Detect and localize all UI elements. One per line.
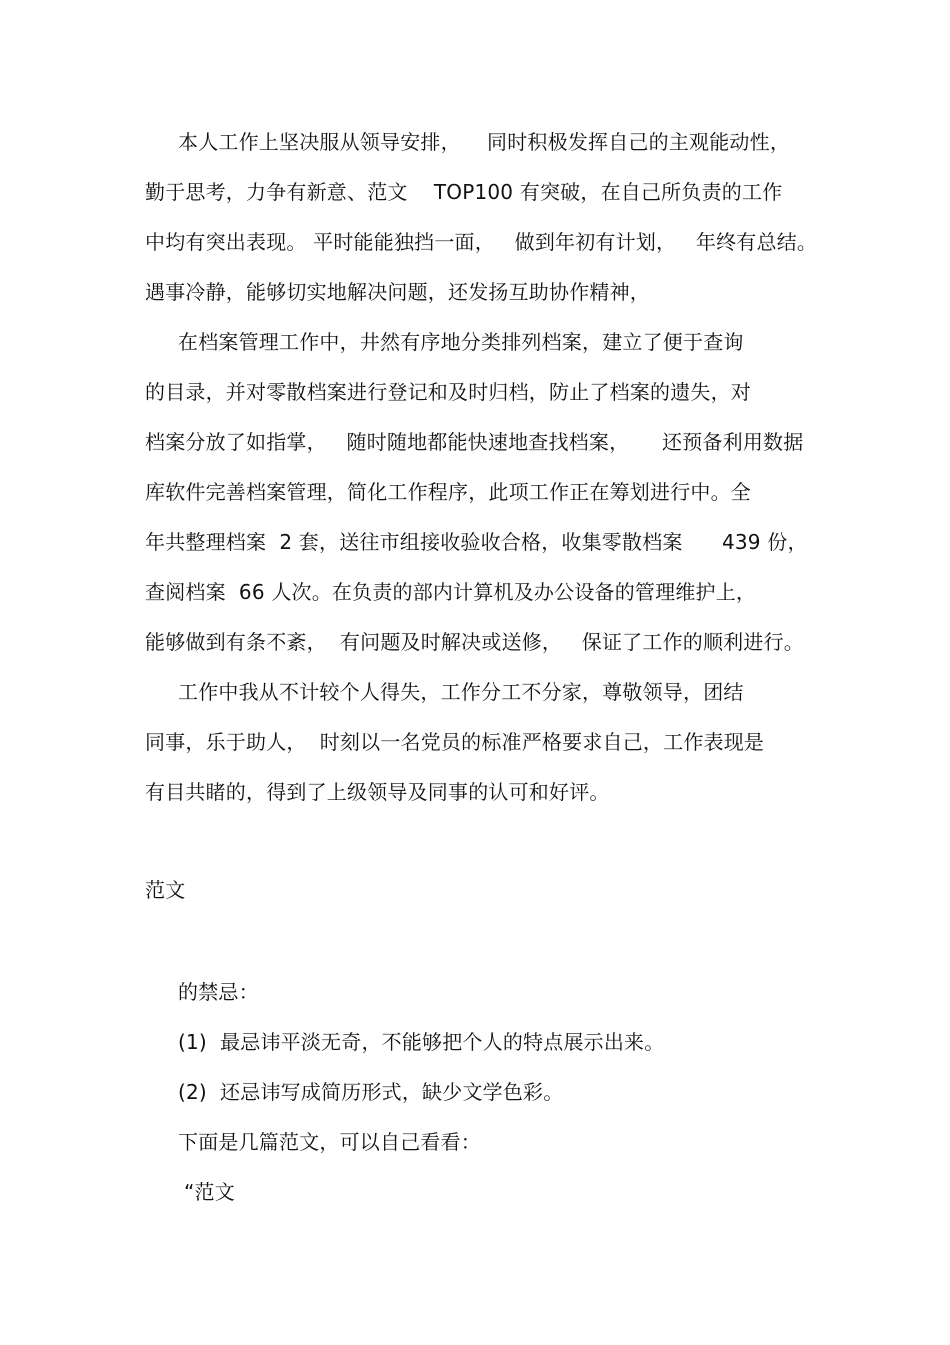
- taboo-item-1: (1) 最忌讳平淡无奇，不能够把个人的特点展示出来。: [178, 1030, 665, 1054]
- paragraph-1-line-4: 遇事冷静，能够切实地解决问题，还发扬互助协作精神，: [145, 280, 650, 304]
- quote-start: “范文: [184, 1180, 235, 1204]
- paragraph-2-line-7: 能够做到有条不紊， 有问题及时解决或送修， 保证了工作的顺利进行。: [145, 630, 804, 654]
- paragraph-2-line-1: 在档案管理工作中，井然有序地分类排列档案，建立了便于查询: [178, 330, 744, 354]
- paragraph-1-line-2: 勤于思考，力争有新意、范文 TOP100 有突破，在自己所负责的工作: [145, 180, 783, 204]
- paragraph-1-line-1: 本人工作上坚决服从领导安排， 同时积极发挥自己的主观能动性，: [178, 130, 791, 154]
- taboo-intro: 的禁忌：: [178, 980, 259, 1004]
- paragraph-2-line-5: 年共整理档案 2 套，送往市组接收验收合格，收集零散档案 439 份，: [145, 530, 808, 554]
- paragraph-2-line-6: 查阅档案 66 人次。在负责的部内计算机及办公设备的管理维护上，: [145, 580, 757, 604]
- paragraph-1-line-3: 中均有突出表现。 平时能能独挡一面， 做到年初有计划， 年终有总结。: [145, 230, 818, 254]
- paragraph-3-line-1: 工作中我从不计较个人得失，工作分工不分家，尊敬领导，团结: [178, 680, 744, 704]
- taboo-item-2: (2) 还忌讳写成简历形式，缺少文学色彩。: [178, 1080, 564, 1104]
- closing-line: 下面是几篇范文，可以自己看看：: [178, 1130, 481, 1154]
- paragraph-3-line-2: 同事，乐于助人， 时刻以一名党员的标准严格要求自己，工作表现是: [145, 730, 765, 754]
- paragraph-3-line-3: 有目共睹的，得到了上级领导及同事的认可和好评。: [145, 780, 610, 804]
- paragraph-2-line-3: 档案分放了如指掌， 随时随地都能快速地查找档案， 还预备利用数据: [145, 430, 804, 454]
- paragraph-2-line-4: 库软件完善档案管理，简化工作程序，此项工作正在筹划进行中。全: [145, 480, 751, 504]
- paragraph-2-line-2: 的目录，并对零散档案进行登记和及时归档，防止了档案的遗失，对: [145, 380, 751, 404]
- section-heading: 范文: [145, 878, 186, 902]
